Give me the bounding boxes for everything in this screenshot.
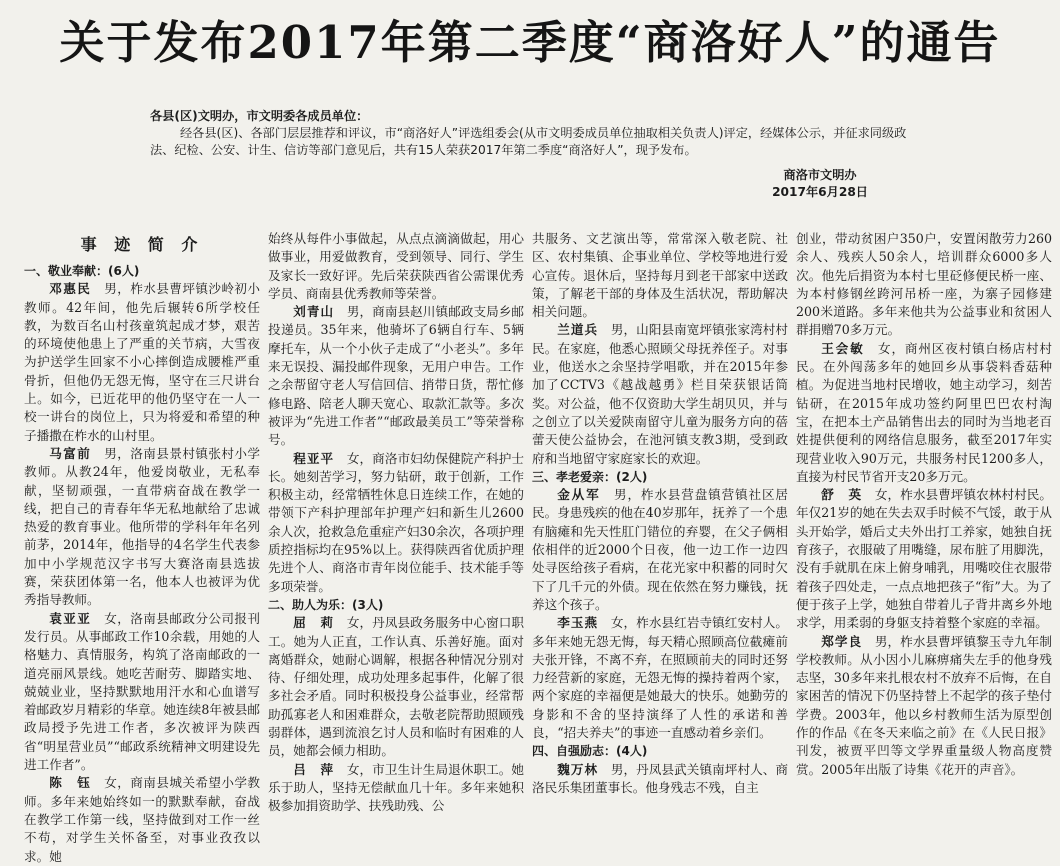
article-column-3: [532, 230, 789, 795]
person-name: 邓惠民: [49, 281, 92, 297]
person-description: 男，洛南县景村镇张村小学教师。从教24年，他爱岗敬业，无私奉献，坚韧顽强，一直带病奋战在教学一线，把自己的青春年华无私地献给了忠诚热爱的教育事业。他所带的学科年年名列前茅，2014年，他指导的4名学生代表参加中小学规范汉字书写大赛洛南县选拔赛，荣获团体第一名，他本人也被评为优秀指导教师。: [24, 445, 261, 608]
person-description: 女，丹凤县政务服务中心窗口职工。她为人正直，工作认真、乐善好施。面对离婚群众，她耐心调解，根据各种情况分别对待、仔细处理，成功处理多起事件，化解了很多社会矛盾。同时积极投身公益事业，经常帮助孤寡老人和困难群众，去敬老院帮助照顾残弱群体，遇到流浪乞讨人员和临时有困难的人员，她都会倾力相助。: [268, 615, 525, 759]
person-description: 女，洛南县邮政分公司报刊发行员。从事邮政工作10余载，用她的人格魅力、真情服务，构筑了洛南邮政的一道亮丽风景线。她吃苦耐劳、脚踏实地、兢兢业业，坚持默默地用汗水和心血谱写着邮政岁月精彩的华章。她连续8年被县邮政局授予先进工作者，多次被评为陕西省“明星营业员”“邮政系统精神文明建设先进工作者”。: [24, 610, 261, 773]
person-name: 魏万林: [557, 761, 599, 777]
person-entry: [268, 761, 524, 816]
person-name: 金从军: [557, 487, 601, 503]
section-heading: 二、助人为乐：(3人): [268, 597, 384, 612]
person-entry: [532, 761, 788, 798]
article-column-2: [268, 230, 525, 814]
section-heading: 三、孝老爱亲：(2人): [532, 469, 648, 484]
person-name: 王会敏: [821, 340, 865, 356]
person-description: 男，丹凤县武关镇南坪村人、商洛民乐集团董事长。他身残志不残，自主: [532, 761, 789, 795]
continued-paragraph: 始终从每件小事做起，从点点滴滴做起，用心做事业，用爱做教育，受到领导、同行、学生及家长一致好评。先后荣获陕西省公需课优秀学员、商南县优秀教师等荣誉。: [268, 231, 524, 301]
section-heading: 一、敬业奉献：(6人): [24, 264, 140, 278]
person-description: 男，柞水县营盘镇营镇社区居民。身患残疾的他在40岁那年，抚养了一个患有脑瘫和先天性肛门错位的弃婴，在父子俩相依相伴的近2000个日夜，他一边工作一边四处寻医给孩子看病，在花光家中积蓄的同时欠下了几千元的外债。现在依然在努力赚钱，抚养这个孩子。: [532, 487, 789, 612]
person-description: 女，市卫生计生局退休职工。她乐于助人，坚持无偿献血几十年。多年来她积极参加捐资助学、扶残助残、公: [268, 761, 525, 814]
person-description: 女，商南县城关希望小学教师。多年来她始终如一的默默奉献，奋战在教学工作第一线，坚持做到对工作一丝不苟，对学生关怀备至，对事业孜孜以求。她: [24, 775, 261, 864]
person-description: 男，柞水县曹坪镇黎玉寺九年制学校教师。从小因小儿麻痹痛失左手的他身残志坚，30多年来扎根农村不放弃不后悔，在自家困苦的情况下仍坚持替上不起学的孩子垫付学费。2003年，他以乡村教师生活为原型创作的作品《在冬天来临之前》在《人民日报》刊发，被贾平凹等文学界重量级人物高度赞赏。2005年出版了诗集《花开的声音》。: [796, 633, 1053, 777]
person-description: 女，商洛市妇幼保健院产科护士长。她刻苦学习，努力钻研，敢于创新，工作积极主动，经常牺牲休息日连续工作，在她的带领下产科护理部年护理产妇和新生儿2600余人次，抢救急危重症产妇30余次，各项护理质控指标均在95%以上。获得陕西省优质护理先进个人、商洛市青年岗位能手、技术能手等多项荣誉。: [268, 450, 525, 594]
person-name: 舒 英: [821, 487, 863, 503]
column-title: 事 迹 简 介: [80, 235, 204, 254]
person-description: 女，柞水县红岩寺镇红安村人。多年来她无怨无悔，每天精心照顾高位截瘫前夫张开锋，不离不弃，在照顾前夫的同时还努力经营新的家庭，无怨无悔的操持着两个家，两个家庭的幸福便是她最大的快乐。她勤劳的身影和不舍的坚持演绎了人性的承诺和善良，“招夫养夫”的事迹一直感动着乡亲们。: [532, 615, 789, 741]
continued-paragraph: 创业，带动贫困户350户，安置闲散劳力260余人、残疾人50余人，培训群众6000多人次。他先后捐资为本村七里砭修便民桥一座、为本村修钢丝跨河吊桥一座，为寨子园修建200米道路。多年来他共为公益事业和贫困人群捐赠70多万元。: [796, 231, 1052, 338]
person-entry: [268, 614, 524, 760]
person-entry: [796, 633, 1052, 779]
person-entry: [268, 303, 524, 449]
person-entry: [24, 445, 260, 610]
headline: 关于发布2017年第二季度“商洛好人”的通告: [59, 16, 1001, 69]
article-column-4: [796, 230, 1053, 777]
person-entry: [532, 614, 788, 742]
person-description: 男，柞水县曹坪镇沙岭初小教师。42年间，他先后辗转6所学校任教，为数百名山村孩童筑起成才梦，艰苦的环境使他患上了严重的关节病，大雪夜为护送学生回家不小心摔倒造成腰椎严重骨折，但他仍无怨无悔，坚守在三尺讲台上。如今，已近花甲的他仍坚守在一人一校一讲台的岗位上，只为将爱和希望的种子播撒在柞水的山村里。: [24, 281, 261, 443]
notice-issuer: 商洛市文明办: [783, 168, 857, 182]
person-name: 兰道兵: [557, 322, 599, 338]
continued-paragraph: 共服务、文艺演出等，常常深入敬老院、社区、农村集镇、企事业单位、学校等地进行爱心宣传。退休后，坚持每月到老干部家中送政策，了解老干部的身体及生活状况，帮助解决相关问题。: [532, 231, 788, 320]
notice-body: 经各县(区)、各部门层层推荐和评议，市“商洛好人”评选组委会(从市文明委成员单位抽取相关负责人)评定，经媒体公示，并征求同级政法、纪检、公安、计生、信访等部门意见后，共有15人荣获2017年第二季度“商洛好人”，现予发布。: [150, 126, 907, 157]
person-name: 吕 萍: [293, 761, 335, 777]
person-name: 郑学良: [821, 633, 863, 649]
person-name: 程亚平: [293, 450, 335, 466]
person-entry: [532, 486, 788, 614]
person-description: 女，商州区夜村镇白杨店村村民。在外闯荡多年的她回乡从事袋料香菇种植。为促进当地村民增收，她主动学习，刻苦钻研，在2015年成功签约阿里巴巴农村淘宝，在把本土产品销售出去的同时为当地老百姓提供便利的网络信息服务，截至2017年实现营业收入90万元，共服务村民1200多人，直接为村民节省开支20多万元。: [796, 340, 1053, 484]
article-column-1: [24, 228, 261, 864]
section-heading: 四、自强励志：(4人): [532, 744, 648, 759]
person-name: 马富前: [49, 445, 92, 461]
person-description: 女，柞水县曹坪镇农林村村民。年仅21岁的她在失去双手时候不气馁，敢于从头开始学，婚后丈夫外出打工养家，她独自抚育孩子，衣服破了用嘴缝，尿布脏了用脚洗，没有手就肌在床上俯身哺乳，用嘴咬住衣服带着孩子四处走，一点点地把孩子“衔”大。为了便于孩子上学，她独自带着儿子背井离乡外地求学，用柔弱的身躯支持着整个家庭的幸福。: [796, 487, 1053, 631]
notice-date: 2017年6月28日: [772, 185, 868, 199]
notice-addressee: 各县(区)文明办，市文明委各成员单位：: [150, 109, 369, 123]
person-entry: [24, 610, 260, 775]
notice-signature: [772, 167, 868, 201]
person-name: 袁亚亚: [49, 610, 92, 626]
person-entry: [24, 280, 260, 445]
person-name: 屈 莉: [293, 615, 335, 631]
person-description: 男，商南县赵川镇邮政支局乡邮投递员。35年来，他骑坏了6辆自行车、5辆摩托车，从一个小伙子走成了“小老头”。多年来无误投、漏投邮件现象，无用户申告。工作之余帮留守老人写信回信、捎带日货，帮忙修修电路、陪老人聊天宽心、取款汇款等。多次被评为“先进工作者”“邮政最美员工”等荣誉称号。: [268, 304, 525, 448]
person-description: 男，山阳县南宽坪镇张家湾村村民。在家庭，他悉心照顾父母抚养侄子。对事业，他送水之余坚持学唱歌，并在2015年参加了CCTV3《越战越勇》栏目荣获银话筒奖。对公益，他不仅资助大学生胡贝贝，并与之创立了以关爱陕南留守儿童为服务方向的蓓蕾天使公益协会，在池河镇支教3期，受到政府和当地留守家庭家长的欢迎。: [532, 322, 789, 466]
person-entry: [24, 774, 260, 865]
person-entry: [796, 486, 1052, 632]
person-name: 陈 钰: [49, 775, 92, 791]
person-entry: [268, 450, 524, 596]
person-entry: [796, 340, 1052, 486]
notice: [150, 108, 910, 204]
person-name: 刘青山: [293, 304, 335, 320]
person-entry: [532, 321, 788, 467]
person-name: 李玉燕: [557, 615, 599, 631]
